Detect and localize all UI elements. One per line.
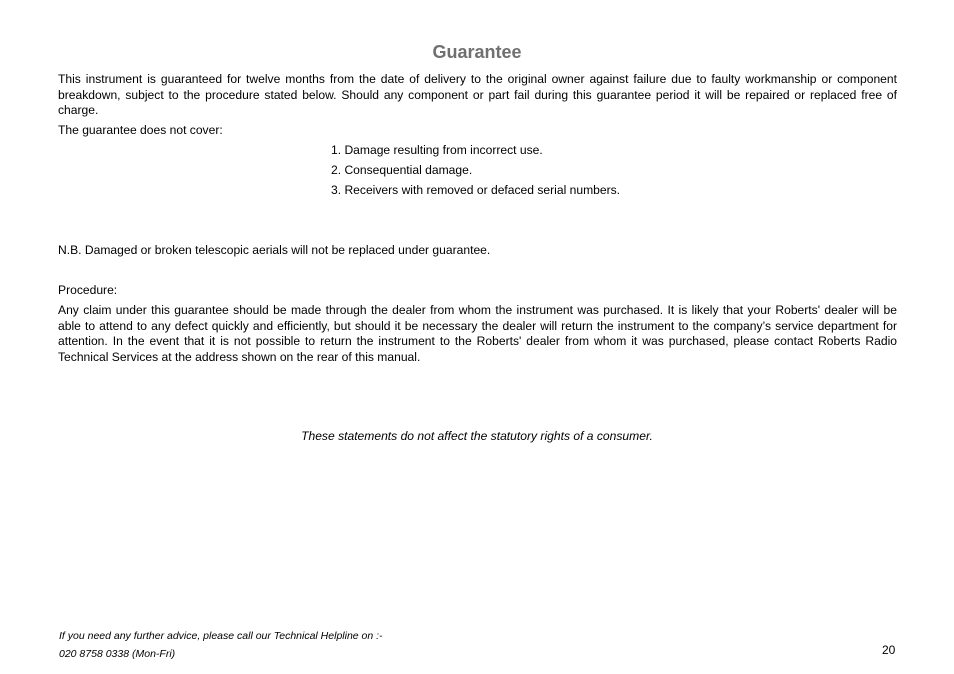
- procedure-heading: Procedure:: [58, 283, 118, 297]
- helpline-number: 020 8758 0338 (Mon-Fri): [59, 648, 176, 660]
- nb-note: N.B. Damaged or broken telescopic aerials will not be replaced under guarantee.: [58, 243, 491, 257]
- intro-paragraph: This instrument is guaranteed for twelve months from the date of delivery to the original owner against failure due to faulty workmanship or component breakdown, subject to the procedure stated below. Should any component or part fail during this guarantee period it will be repaired or replaced free of charge.: [58, 72, 897, 117]
- procedure-paragraph: Any claim under this guarantee should be made through the dealer from whom the instrument was purchased. It is likely that your Roberts' dealer will be able to attend to any defect quickly and efficiently, but should it be necessary the dealer will return the instrument to the company’s service department for attention. In the event that it is not possible to return the instrument to the Roberts' dealer from whom it was purchased, please contact Roberts Radio Technical Services at the address shown on the rear of this manual.: [58, 303, 897, 364]
- page-number: 20: [882, 643, 896, 657]
- list-item: 3. Receivers with removed or defaced serial numbers.: [331, 183, 621, 197]
- not-covered-heading: The guarantee does not cover:: [58, 123, 223, 137]
- exclusion-list: [331, 143, 620, 203]
- list-item: 2. Consequential damage.: [331, 163, 473, 177]
- helpline-intro: If you need any further advice, please call our Technical Helpline on :-: [59, 630, 383, 642]
- list-item: 1. Damage resulting from incorrect use.: [331, 143, 543, 157]
- page-title: Guarantee: [432, 42, 522, 62]
- statutory-note: These statements do not affect the statutory rights of a consumer.: [301, 429, 653, 443]
